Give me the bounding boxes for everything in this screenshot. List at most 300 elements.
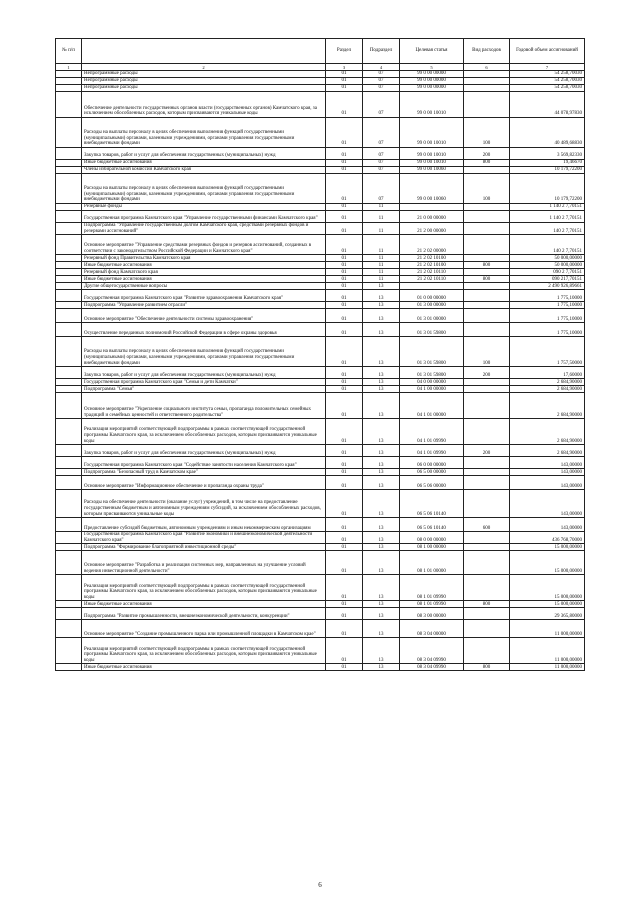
table-row [56,71,585,78]
row-name-cell: Подпрограмма "Семья" [82,386,326,393]
row-vr-cell [464,302,510,309]
table-row [56,620,585,638]
row-razdel-cell: 01 [326,148,363,160]
row-podrazdel-cell: 11 [363,276,400,283]
row-vr-cell: 600 [464,518,510,532]
row-podrazdel-cell: 13 [363,638,400,664]
row-number-cell [56,323,82,337]
column-number: 6 [464,64,510,71]
row-vr-cell [464,532,510,544]
row-razdel-cell: 01 [326,302,363,309]
row-csr-cell: 21 2 02 10100 [400,255,464,262]
budget-table [55,38,585,671]
row-csr-cell: 08 3 04 09990 [400,638,464,664]
row-name-cell: Государственная программа Камчатского края "Управление государственными финансами Камчатского края" [82,211,326,223]
row-razdel-cell: 01 [326,601,363,608]
row-vr-cell: 200 [464,367,510,379]
table-row [56,118,585,148]
row-podrazdel-cell: 13 [363,608,400,620]
row-razdel-cell: 01 [326,276,363,283]
row-csr-cell: 99 0 00 10010 [400,148,464,160]
row-amount-cell: 15 000,00000 [510,551,585,575]
row-amount-cell: 15 000,00000 [510,601,585,608]
table-row [56,469,585,476]
row-vr-cell [464,323,510,337]
row-podrazdel-cell: 13 [363,664,400,671]
row-csr-cell: 01 3 01 59800 [400,323,464,337]
table-row [56,575,585,601]
row-podrazdel-cell: 11 [363,204,400,211]
row-razdel-cell: 01 [326,367,363,379]
row-vr-cell [464,490,510,518]
row-csr-cell: 21 2 02 10110 [400,276,464,283]
row-podrazdel-cell: 13 [363,445,400,457]
row-amount-cell: 1 775,10000 [510,309,585,323]
table-row [56,518,585,532]
row-vr-cell [464,269,510,276]
row-name-cell: Непрограммные расходы [82,78,326,85]
row-razdel-cell: 01 [326,323,363,337]
row-amount-cell: 1 140 2 7,70151 [510,204,585,211]
row-number-cell [56,551,82,575]
row-name-cell: Основное мероприятие "Обеспечение деятельности системы здравоохранения" [82,309,326,323]
row-podrazdel-cell: 13 [363,620,400,638]
row-number-cell [56,638,82,664]
row-vr-cell [464,544,510,551]
row-amount-cell: 140 2 7,70151 [510,223,585,235]
table-row [56,269,585,276]
row-csr-cell: 04 1 00 00000 [400,386,464,393]
row-razdel-cell: 01 [326,283,363,290]
row-razdel-cell: 01 [326,174,363,204]
row-razdel-cell: 01 [326,544,363,551]
row-name-cell: Подпрограмма "Формирование благоприятной инвестиционной среды" [82,544,326,551]
row-podrazdel-cell: 07 [363,160,400,167]
row-podrazdel-cell: 07 [363,85,400,92]
row-name-cell: Непрограммные расходы [82,71,326,78]
row-amount-cell: 15 000,00000 [510,544,585,551]
row-amount-cell: 143,00000 [510,476,585,490]
row-name-cell: Основное мероприятие "Создание промышленного парка или промышленной площадки в Камчатском крае" [82,620,326,638]
table-row [56,551,585,575]
row-name-cell: Закупка товаров, работ и услуг для обеспечения государственных (муниципальных) нужд [82,367,326,379]
row-csr-cell: 99 0 00 10010 [400,160,464,167]
header-amount: Годовой объем ассигнований [510,39,585,64]
row-name-cell: Обеспечение деятельности государственных органов власти (государственных органов) Камчатского края, за исключением обособленных расходов, которым присваиваются уникальные коды [82,92,326,118]
row-number-cell [56,148,82,160]
row-podrazdel-cell: 13 [363,379,400,386]
row-vr-cell [464,255,510,262]
row-vr-cell [464,469,510,476]
row-csr-cell: 04 1 01 09990 [400,445,464,457]
row-name-cell: Подпрограмма "Управление развитием отрасли" [82,302,326,309]
row-podrazdel-cell: 07 [363,92,400,118]
table-row [56,379,585,386]
row-number-cell [56,302,82,309]
table-row [56,544,585,551]
row-razdel-cell: 01 [326,290,363,302]
row-razdel-cell: 01 [326,309,363,323]
table-row [56,664,585,671]
row-podrazdel-cell: 13 [363,419,400,445]
row-name-cell: Государственная программа Камчатского края "Семья и дети Камчатки" [82,379,326,386]
row-amount-cell: 3 569,82330 [510,148,585,160]
row-razdel-cell: 01 [326,518,363,532]
header-podrazdel: Подраздел [363,39,400,64]
table-row [56,290,585,302]
row-csr-cell: 01 0 00 00000 [400,290,464,302]
row-podrazdel-cell: 07 [363,71,400,78]
row-podrazdel-cell: 07 [363,148,400,160]
row-podrazdel-cell: 13 [363,575,400,601]
row-csr-cell [400,204,464,211]
table-row [56,367,585,379]
row-razdel-cell: 01 [326,445,363,457]
table-row [56,167,585,174]
table-row [56,276,585,283]
table-header-row [56,39,585,64]
row-razdel-cell: 01 [326,160,363,167]
header-num: № п/п [56,39,82,64]
row-csr-cell: 04 0 00 00000 [400,379,464,386]
row-vr-cell [464,167,510,174]
table-row [56,92,585,118]
row-vr-cell [464,85,510,92]
row-vr-cell [464,575,510,601]
table-row [56,160,585,167]
table-row [56,174,585,204]
row-vr-cell: 200 [464,148,510,160]
row-razdel-cell: 01 [326,393,363,419]
row-amount-cell: 2 684,90000 [510,386,585,393]
row-name-cell: Резервные фонды [82,204,326,211]
row-vr-cell [464,393,510,419]
column-number: 7 [510,64,585,71]
row-razdel-cell: 01 [326,620,363,638]
row-number-cell [56,532,82,544]
header-name [82,39,326,64]
row-number-cell [56,620,82,638]
row-csr-cell: 08 3 00 00000 [400,608,464,620]
row-razdel-cell: 01 [326,469,363,476]
row-csr-cell: 08 3 04 09990 [400,664,464,671]
row-number-cell [56,309,82,323]
row-vr-cell [464,78,510,85]
row-amount-cell: 1 775,10000 [510,290,585,302]
row-vr-cell: 100 [464,174,510,204]
table-row [56,445,585,457]
row-amount-cell: 19,46670 [510,160,585,167]
row-number-cell [56,71,82,78]
row-name-cell: Государственная программа Камчатского края "Развитие здравоохранения Камчатского края" [82,290,326,302]
table-row [56,490,585,518]
row-csr-cell: 08 1 01 09990 [400,601,464,608]
row-csr-cell: 99 0 00 00000 [400,78,464,85]
row-number-cell [56,544,82,551]
row-razdel-cell: 01 [326,118,363,148]
row-number-cell [56,518,82,532]
row-razdel-cell: 01 [326,255,363,262]
row-amount-cell: 143,00000 [510,518,585,532]
row-razdel-cell: 01 [326,211,363,223]
row-podrazdel-cell: 11 [363,211,400,223]
table-row [56,323,585,337]
row-csr-cell: 01 3 01 59800 [400,367,464,379]
table-row [56,532,585,544]
column-number: 3 [326,64,363,71]
row-amount-cell: 40 489,68830 [510,118,585,148]
row-razdel-cell: 01 [326,337,363,367]
table-row [56,283,585,290]
row-csr-cell: 01 3 00 00000 [400,302,464,309]
row-vr-cell [464,386,510,393]
row-amount-cell: 17,60000 [510,367,585,379]
row-number-cell [56,367,82,379]
table-row [56,85,585,92]
row-amount-cell: 50 000,00000 [510,255,585,262]
header-vr: Вид расходов [464,39,510,64]
table-row [56,608,585,620]
row-amount-cell: 11 000,00000 [510,664,585,671]
row-amount-cell: 090 217,70151 [510,276,585,283]
row-number-cell [56,283,82,290]
row-csr-cell: 06 5 06 00000 [400,476,464,490]
row-amount-cell: 2 684,90000 [510,393,585,419]
row-vr-cell [464,71,510,78]
row-name-cell: Резервный фонд Правительства Камчатского края [82,255,326,262]
row-amount-cell: 54 258,70030 [510,85,585,92]
row-amount-cell: 11 000,00000 [510,638,585,664]
row-csr-cell: 04 1 01 00000 [400,393,464,419]
row-csr-cell: 21 2 02 10100 [400,262,464,269]
page-number: 6 [318,881,322,889]
row-razdel-cell: 01 [326,204,363,211]
header-razdel: Раздел [326,39,363,64]
row-amount-cell: 2 684,90000 [510,419,585,445]
row-number-cell [56,78,82,85]
row-number-cell [56,167,82,174]
row-csr-cell: 99 0 00 10060 [400,174,464,204]
row-amount-cell: 11 000,00000 [510,620,585,638]
row-number-cell [56,457,82,469]
row-name-cell: Иные бюджетные ассигнования [82,262,326,269]
row-razdel-cell: 01 [326,490,363,518]
row-podrazdel-cell: 13 [363,386,400,393]
row-razdel-cell: 01 [326,78,363,85]
table-row [56,204,585,211]
row-csr-cell: 08 1 01 00000 [400,551,464,575]
row-razdel-cell: 01 [326,223,363,235]
row-csr-cell: 21 0 00 00000 [400,211,464,223]
row-vr-cell [464,290,510,302]
row-podrazdel-cell: 13 [363,518,400,532]
row-razdel-cell: 01 [326,419,363,445]
row-name-cell: Иные бюджетные ассигнования [82,276,326,283]
row-podrazdel-cell: 11 [363,262,400,269]
row-razdel-cell: 01 [326,608,363,620]
row-podrazdel-cell: 13 [363,302,400,309]
table-row [56,211,585,223]
row-name-cell: Закупка товаров, работ и услуг для обеспечения государственных (муниципальных) нужд [82,148,326,160]
row-csr-cell: 99 0 00 00000 [400,71,464,78]
table-row [56,337,585,367]
row-vr-cell: 800 [464,262,510,269]
column-number: 1 [56,64,82,71]
row-csr-cell: 21 2 00 00000 [400,223,464,235]
row-podrazdel-cell: 07 [363,167,400,174]
row-vr-cell: 100 [464,337,510,367]
row-csr-cell: 08 1 00 00000 [400,544,464,551]
table-row [56,262,585,269]
table-row [56,393,585,419]
row-csr-cell: 08 3 04 00000 [400,620,464,638]
row-number-cell [56,386,82,393]
row-csr-cell: 99 0 00 00000 [400,85,464,92]
row-razdel-cell: 01 [326,85,363,92]
row-number-cell [56,211,82,223]
table-row [56,638,585,664]
row-razdel-cell: 01 [326,379,363,386]
table-row [56,309,585,323]
row-podrazdel-cell: 13 [363,601,400,608]
row-amount-cell: 090 2 7,70151 [510,269,585,276]
table-body [56,71,585,671]
table-row [56,148,585,160]
row-vr-cell [464,620,510,638]
row-amount-cell: 44 078,97830 [510,92,585,118]
row-razdel-cell: 01 [326,235,363,255]
row-podrazdel-cell: 13 [363,309,400,323]
row-vr-cell [464,608,510,620]
row-name-cell: Другие общегосударственные вопросы [82,283,326,290]
row-razdel-cell: 01 [326,71,363,78]
row-number-cell [56,204,82,211]
row-podrazdel-cell: 07 [363,118,400,148]
row-amount-cell: 436 768,70000 [510,532,585,544]
row-csr-cell: 21 2 02 00000 [400,235,464,255]
row-amount-cell: 1 140 2 7,70151 [510,211,585,223]
row-amount-cell: 29 365,80000 [510,608,585,620]
row-podrazdel-cell: 13 [363,551,400,575]
row-number-cell [56,290,82,302]
row-number-cell [56,276,82,283]
row-razdel-cell: 01 [326,532,363,544]
row-razdel-cell: 01 [326,664,363,671]
row-name-cell: Иные бюджетные ассигнования [82,601,326,608]
row-name-cell: Подпрограмма "Безопасный труд в Камчатском крае" [82,469,326,476]
table-row [56,235,585,255]
row-vr-cell: 800 [464,160,510,167]
table-row [56,255,585,262]
row-csr-cell: 08 1 01 09990 [400,575,464,601]
row-amount-cell: 1 757,50000 [510,337,585,367]
column-number: 2 [82,64,326,71]
row-name-cell: Государственная программа Камчатского края "Содействие занятости населения Камчатского края" [82,457,326,469]
row-csr-cell [400,283,464,290]
row-podrazdel-cell: 13 [363,290,400,302]
row-amount-cell: 50 000,00000 [510,262,585,269]
row-vr-cell: 100 [464,118,510,148]
table-row [56,601,585,608]
row-number-cell [56,575,82,601]
row-amount-cell: 143,00000 [510,490,585,518]
row-number-cell [56,255,82,262]
row-csr-cell: 99 0 00 10010 [400,118,464,148]
row-amount-cell: 143,00000 [510,457,585,469]
row-name-cell: Закупка товаров, работ и услуг для обеспечения государственных (муниципальных) нужд [82,445,326,457]
column-number: 4 [363,64,400,71]
row-vr-cell: 200 [464,445,510,457]
row-amount-cell: 10 179,72200 [510,174,585,204]
row-number-cell [56,601,82,608]
column-number: 5 [400,64,464,71]
row-name-cell: Резервный фонд Камчатского края [82,269,326,276]
row-amount-cell: 1 775,10000 [510,323,585,337]
row-name-cell: Непрограммные расходы [82,85,326,92]
row-podrazdel-cell: 13 [363,283,400,290]
row-csr-cell: 04 1 01 09990 [400,419,464,445]
table-row [56,78,585,85]
row-csr-cell: 06 0 00 00000 [400,457,464,469]
row-razdel-cell: 01 [326,262,363,269]
row-csr-cell: 21 2 02 10110 [400,269,464,276]
row-number-cell [56,92,82,118]
row-podrazdel-cell: 13 [363,323,400,337]
row-name-cell: Реализация мероприятий соответствующей подпрограммы в рамках соответствующей государственной программы Камчатского края, за исключением обособленных расходов, которым присваиваются уникальные коды [82,575,326,601]
row-csr-cell: 06 5 06 10140 [400,490,464,518]
row-name-cell: Реализация мероприятий соответствующей подпрограммы в рамках соответствующей государственной программы Камчатского края, за исключением обособленных расходов, которым присваиваются уникальные коды [82,419,326,445]
row-number-cell [56,490,82,518]
row-name-cell: Расходы на обеспечение деятельности (оказание услуг) учреждений, в том числе на предоставление государственным бюджетным и автономным учреждениям субсидий, за исключением обособленных расходов, которым присваиваются уникальные коды [82,490,326,518]
row-number-cell [56,223,82,235]
row-razdel-cell: 01 [326,551,363,575]
row-name-cell: Подпрограмма "Развитие промышленности, внешнеэкономической деятельности, конкуренции" [82,608,326,620]
row-podrazdel-cell: 11 [363,269,400,276]
table-row [56,457,585,469]
row-vr-cell [464,551,510,575]
row-csr-cell: 06 5 00 00000 [400,469,464,476]
row-podrazdel-cell: 13 [363,476,400,490]
row-podrazdel-cell: 13 [363,532,400,544]
row-name-cell: Предоставление субсидий бюджетным, автономным учреждениям и иным некоммерческим организациям [82,518,326,532]
row-podrazdel-cell: 13 [363,457,400,469]
row-name-cell: Осуществление переданных полномочий Российской Федерации в сфере охраны здоровья [82,323,326,337]
row-csr-cell: 01 3 01 00000 [400,309,464,323]
column-numbers-row [56,64,585,71]
row-amount-cell: 2 490 926,89661 [510,283,585,290]
row-name-cell: Основное мероприятие "Управление средствами резервных фондов и резервов ассигнований, созданных в соответствии с законодательством Российской Федерации и Камчатского края" [82,235,326,255]
row-name-cell: Иные бюджетные ассигнования [82,664,326,671]
row-name-cell: Расходы на выплаты персоналу в целях обеспечения выполнения функций государственными (муниципальными) органами, казенными учреждениями, органами управления государственными внебюджетными фондами [82,118,326,148]
row-podrazdel-cell: 07 [363,78,400,85]
row-podrazdel-cell: 13 [363,393,400,419]
row-csr-cell: 06 5 06 10140 [400,518,464,532]
row-number-cell [56,476,82,490]
row-amount-cell: 54 258,70030 [510,71,585,78]
row-number-cell [56,419,82,445]
row-amount-cell: 54 258,70030 [510,78,585,85]
row-vr-cell [464,223,510,235]
row-name-cell: Основное мероприятие "Разработка и реализация системных мер, направленных на улучшение условий ведения инвестиционной деятельности" [82,551,326,575]
row-vr-cell [464,283,510,290]
row-podrazdel-cell: 13 [363,337,400,367]
row-number-cell [56,445,82,457]
row-razdel-cell: 01 [326,476,363,490]
table-row [56,223,585,235]
row-name-cell: Члены избирательной комиссии Камчатского края [82,167,326,174]
row-number-cell [56,608,82,620]
row-razdel-cell: 01 [326,269,363,276]
